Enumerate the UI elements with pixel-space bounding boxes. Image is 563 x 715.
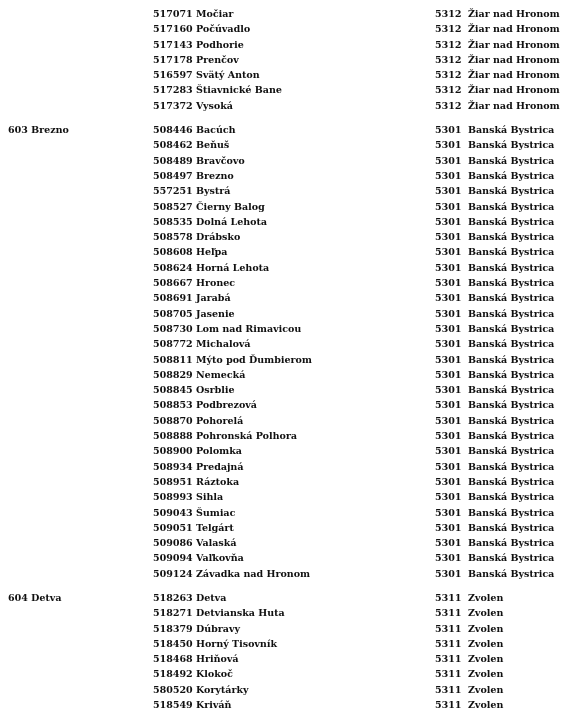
admin-code: 5312 <box>435 24 462 36</box>
admin-code: 5311 <box>435 654 462 666</box>
admin-name: Banská Bystrica <box>468 216 555 228</box>
table-row <box>0 683 563 698</box>
municipality-name: Podhorie <box>196 39 244 51</box>
district-label: 604 Detva <box>8 592 62 604</box>
admin-code: 5301 <box>435 155 462 167</box>
municipality-code: 508608 <box>153 247 193 259</box>
admin-code: 5311 <box>435 638 462 650</box>
municipality-code: 508446 <box>153 125 193 137</box>
municipality-name: Vysoká <box>196 100 233 112</box>
admin-code: 5301 <box>435 369 462 381</box>
municipality-name: Hriňová <box>196 654 239 666</box>
table-row <box>0 291 563 306</box>
table-row <box>0 652 563 667</box>
table-row <box>0 337 563 352</box>
municipality-code: 508888 <box>153 431 193 443</box>
table-row <box>0 698 563 713</box>
admin-name: Banská Bystrica <box>468 170 555 182</box>
municipality-code: 509094 <box>153 553 193 565</box>
admin-code: 5301 <box>435 446 462 458</box>
municipality-name: Mýto pod Ďumbierom <box>196 354 312 366</box>
admin-name: Banská Bystrica <box>468 155 555 167</box>
admin-name: Zvolen <box>468 623 504 635</box>
admin-name: Banská Bystrica <box>468 125 555 137</box>
municipality-name: Pohronská Polhora <box>196 431 298 443</box>
table-row <box>0 591 563 606</box>
admin-code: 5301 <box>435 476 462 488</box>
municipality-name: Predajná <box>196 461 244 473</box>
table-row <box>0 261 563 276</box>
admin-name: Zvolen <box>468 654 504 666</box>
admin-code: 5301 <box>435 247 462 259</box>
admin-code: 5301 <box>435 400 462 412</box>
admin-code: 5311 <box>435 669 462 681</box>
municipality-code: 517178 <box>153 54 193 66</box>
municipality-code: 508462 <box>153 140 193 152</box>
admin-name: Zvolen <box>468 700 504 712</box>
admin-code: 5301 <box>435 278 462 290</box>
admin-name: Banská Bystrica <box>468 186 555 198</box>
municipality-name: Ráztoka <box>196 476 240 488</box>
municipality-name: Čierny Balog <box>196 201 265 213</box>
top-margin <box>0 0 563 7</box>
municipality-code: 508951 <box>153 476 193 488</box>
municipality-code: 517283 <box>153 85 193 97</box>
municipality-code: 508993 <box>153 492 193 504</box>
municipality-code: 518450 <box>153 638 193 650</box>
municipality-code: 518379 <box>153 623 193 635</box>
table-row <box>0 169 563 184</box>
table-row <box>0 383 563 398</box>
admin-code: 5301 <box>435 385 462 397</box>
table-row <box>0 245 563 260</box>
municipality-name: Podbrezová <box>196 400 257 412</box>
municipality-name: Nemecká <box>196 369 246 381</box>
table-row <box>0 307 563 322</box>
table-row <box>0 215 563 230</box>
admin-name: Banská Bystrica <box>468 492 555 504</box>
municipality-name: Dolná Lehota <box>196 216 268 228</box>
municipality-code: 508489 <box>153 155 193 167</box>
admin-code: 5301 <box>435 201 462 213</box>
municipality-name: Sihla <box>196 492 224 504</box>
admin-code: 5301 <box>435 186 462 198</box>
municipality-name: Horný Tisovník <box>196 638 278 650</box>
table-row <box>0 460 563 475</box>
municipality-name: Korytárky <box>196 684 249 696</box>
admin-code: 5301 <box>435 262 462 274</box>
admin-name: Žiar nad Hronom <box>468 24 560 36</box>
municipality-code: 508624 <box>153 262 193 274</box>
district-group <box>0 591 563 713</box>
admin-name: Zvolen <box>468 592 504 604</box>
municipality-name: Dúbravy <box>196 623 240 635</box>
municipality-code: 508527 <box>153 201 193 213</box>
admin-name: Banská Bystrica <box>468 476 555 488</box>
municipality-code: 508811 <box>153 354 193 366</box>
table-row <box>0 138 563 153</box>
municipality-code: 508691 <box>153 293 193 305</box>
table-row <box>0 276 563 291</box>
table-row <box>0 53 563 68</box>
table-row <box>0 536 563 551</box>
municipality-code: 508772 <box>153 339 193 351</box>
admin-name: Banská Bystrica <box>468 431 555 443</box>
admin-code: 5311 <box>435 592 462 604</box>
municipality-name: Vaľkovňa <box>196 553 244 565</box>
municipality-name: Svätý Anton <box>196 70 260 82</box>
admin-name: Žiar nad Hronom <box>468 85 560 97</box>
municipality-name: Bystrá <box>196 186 231 198</box>
municipality-code: 509051 <box>153 522 193 534</box>
admin-code: 5301 <box>435 568 462 580</box>
admin-code: 5301 <box>435 339 462 351</box>
municipality-name: Počúvadlo <box>196 24 251 36</box>
municipality-name: Kriváň <box>196 700 232 712</box>
table-row <box>0 521 563 536</box>
group-gap <box>0 114 563 123</box>
municipality-code: 508870 <box>153 415 193 427</box>
municipality-code: 508900 <box>153 446 193 458</box>
municipality-code: 508829 <box>153 369 193 381</box>
municipality-code: 516597 <box>153 70 193 82</box>
table-row <box>0 99 563 114</box>
municipality-code: 509043 <box>153 507 193 519</box>
admin-name: Žiar nad Hronom <box>468 70 560 82</box>
municipality-code: 518271 <box>153 608 193 620</box>
municipality-code: 518492 <box>153 669 193 681</box>
table-row <box>0 368 563 383</box>
admin-name: Banská Bystrica <box>468 339 555 351</box>
admin-code: 5301 <box>435 323 462 335</box>
admin-name: Banská Bystrica <box>468 369 555 381</box>
table-row <box>0 38 563 53</box>
admin-code: 5301 <box>435 538 462 550</box>
admin-code: 5301 <box>435 232 462 244</box>
admin-name: Zvolen <box>468 684 504 696</box>
municipality-name: Močiar <box>196 9 234 20</box>
admin-name: Žiar nad Hronom <box>468 9 560 20</box>
admin-name: Banská Bystrica <box>468 201 555 213</box>
admin-name: Banská Bystrica <box>468 308 555 320</box>
admin-code: 5312 <box>435 85 462 97</box>
admin-name: Zvolen <box>468 608 504 620</box>
municipality-code: 508497 <box>153 170 193 182</box>
table-row <box>0 22 563 37</box>
municipality-code: 508853 <box>153 400 193 412</box>
admin-code: 5311 <box>435 608 462 620</box>
admin-name: Banská Bystrica <box>468 232 555 244</box>
table-row <box>0 622 563 637</box>
admin-code: 5301 <box>435 431 462 443</box>
municipality-code: 508730 <box>153 323 193 335</box>
table-row <box>0 123 563 138</box>
admin-code: 5301 <box>435 522 462 534</box>
municipality-name: Polomka <box>196 446 242 458</box>
admin-code: 5301 <box>435 308 462 320</box>
admin-code: 5312 <box>435 39 462 51</box>
admin-name: Banská Bystrica <box>468 262 555 274</box>
table-row <box>0 200 563 215</box>
municipality-name: Osrblie <box>196 385 235 397</box>
table-row <box>0 667 563 682</box>
municipality-name: Horná Lehota <box>196 262 270 274</box>
table-row <box>0 637 563 652</box>
municipality-name: Valaská <box>196 538 237 550</box>
admin-code: 5301 <box>435 553 462 565</box>
admin-code: 5311 <box>435 684 462 696</box>
admin-code: 5312 <box>435 100 462 112</box>
municipality-name: Bacúch <box>196 125 236 137</box>
table-row <box>0 83 563 98</box>
municipality-name: Telgárt <box>196 522 234 534</box>
district-label: 603 Brezno <box>8 125 69 137</box>
admin-name: Žiar nad Hronom <box>468 100 560 112</box>
admin-code: 5301 <box>435 170 462 182</box>
district-group <box>0 7 563 114</box>
admin-name: Banská Bystrica <box>468 415 555 427</box>
admin-name: Banská Bystrica <box>468 293 555 305</box>
table-row <box>0 414 563 429</box>
table-row <box>0 68 563 83</box>
admin-name: Banská Bystrica <box>468 323 555 335</box>
municipality-name: Bravčovo <box>196 155 245 167</box>
district-group <box>0 123 563 582</box>
municipality-code: 517071 <box>153 9 193 20</box>
admin-name: Banská Bystrica <box>468 507 555 519</box>
municipality-code: 508535 <box>153 216 193 228</box>
municipality-code: 557251 <box>153 186 193 198</box>
admin-name: Zvolen <box>468 669 504 681</box>
table-row <box>0 606 563 621</box>
admin-name: Banská Bystrica <box>468 461 555 473</box>
municipality-code: 518263 <box>153 592 193 604</box>
municipality-name: Pohorelá <box>196 415 244 427</box>
admin-code: 5301 <box>435 140 462 152</box>
municipality-code: 508667 <box>153 278 193 290</box>
table-row <box>0 154 563 169</box>
municipality-name: Detva <box>196 592 227 604</box>
municipality-name: Závadka nad Hronom <box>196 568 311 580</box>
admin-code: 5301 <box>435 415 462 427</box>
admin-name: Banská Bystrica <box>468 446 555 458</box>
admin-code: 5301 <box>435 507 462 519</box>
municipality-name: Beňuš <box>196 140 230 152</box>
admin-name: Banská Bystrica <box>468 522 555 534</box>
municipality-name: Detvianska Huta <box>196 608 285 620</box>
municipality-name: Klokoč <box>196 669 233 681</box>
municipality-name: Štiavnické Bane <box>196 85 282 97</box>
table-row <box>0 7 563 22</box>
municipality-code: 517160 <box>153 24 193 36</box>
admin-name: Banská Bystrica <box>468 400 555 412</box>
municipality-name: Brezno <box>196 170 234 182</box>
admin-code: 5301 <box>435 293 462 305</box>
table-row <box>0 429 563 444</box>
municipality-code: 508845 <box>153 385 193 397</box>
admin-name: Banská Bystrica <box>468 568 555 580</box>
municipality-name: Jarabá <box>196 293 231 305</box>
municipality-name: Šumiac <box>196 507 236 519</box>
admin-name: Banská Bystrica <box>468 354 555 366</box>
municipality-name: Michalová <box>196 339 251 351</box>
admin-code: 5312 <box>435 70 462 82</box>
municipality-code: 508578 <box>153 232 193 244</box>
admin-name: Žiar nad Hronom <box>468 54 560 66</box>
admin-code: 5301 <box>435 216 462 228</box>
municipality-code: 509086 <box>153 538 193 550</box>
admin-name: Banská Bystrica <box>468 247 555 259</box>
admin-name: Žiar nad Hronom <box>468 39 560 51</box>
municipality-name: Prenčov <box>196 54 239 66</box>
table-row <box>0 551 563 566</box>
municipality-name: Lom nad Rimavicou <box>196 323 302 335</box>
admin-name: Banská Bystrica <box>468 140 555 152</box>
municipality-code: 508934 <box>153 461 193 473</box>
table-row <box>0 322 563 337</box>
group-gap <box>0 582 563 591</box>
admin-name: Banská Bystrica <box>468 385 555 397</box>
table-row <box>0 184 563 199</box>
table-row <box>0 490 563 505</box>
admin-code: 5301 <box>435 461 462 473</box>
municipality-code: 509124 <box>153 568 193 580</box>
municipality-code: 517143 <box>153 39 193 51</box>
table-row <box>0 398 563 413</box>
table-row <box>0 230 563 245</box>
admin-code: 5301 <box>435 492 462 504</box>
table-row <box>0 506 563 521</box>
admin-code: 5312 <box>435 9 462 20</box>
table-row <box>0 444 563 459</box>
municipality-code: 508705 <box>153 308 193 320</box>
table-row <box>0 475 563 490</box>
admin-name: Banská Bystrica <box>468 553 555 565</box>
table-row <box>0 567 563 582</box>
municipality-name: Hronec <box>196 278 236 290</box>
admin-name: Banská Bystrica <box>468 278 555 290</box>
admin-code: 5301 <box>435 125 462 137</box>
municipality-code: 517372 <box>153 100 193 112</box>
admin-code: 5311 <box>435 700 462 712</box>
admin-code: 5312 <box>435 54 462 66</box>
admin-name: Banská Bystrica <box>468 538 555 550</box>
municipality-code: 518549 <box>153 700 193 712</box>
municipality-name: Jasenie <box>196 308 235 320</box>
admin-code: 5311 <box>435 623 462 635</box>
admin-code: 5301 <box>435 354 462 366</box>
table-row <box>0 353 563 368</box>
municipality-name: Heľpa <box>196 247 228 259</box>
admin-name: Zvolen <box>468 638 504 650</box>
municipality-name: Drábsko <box>196 232 241 244</box>
municipality-code: 580520 <box>153 684 193 696</box>
municipality-code: 518468 <box>153 654 193 666</box>
